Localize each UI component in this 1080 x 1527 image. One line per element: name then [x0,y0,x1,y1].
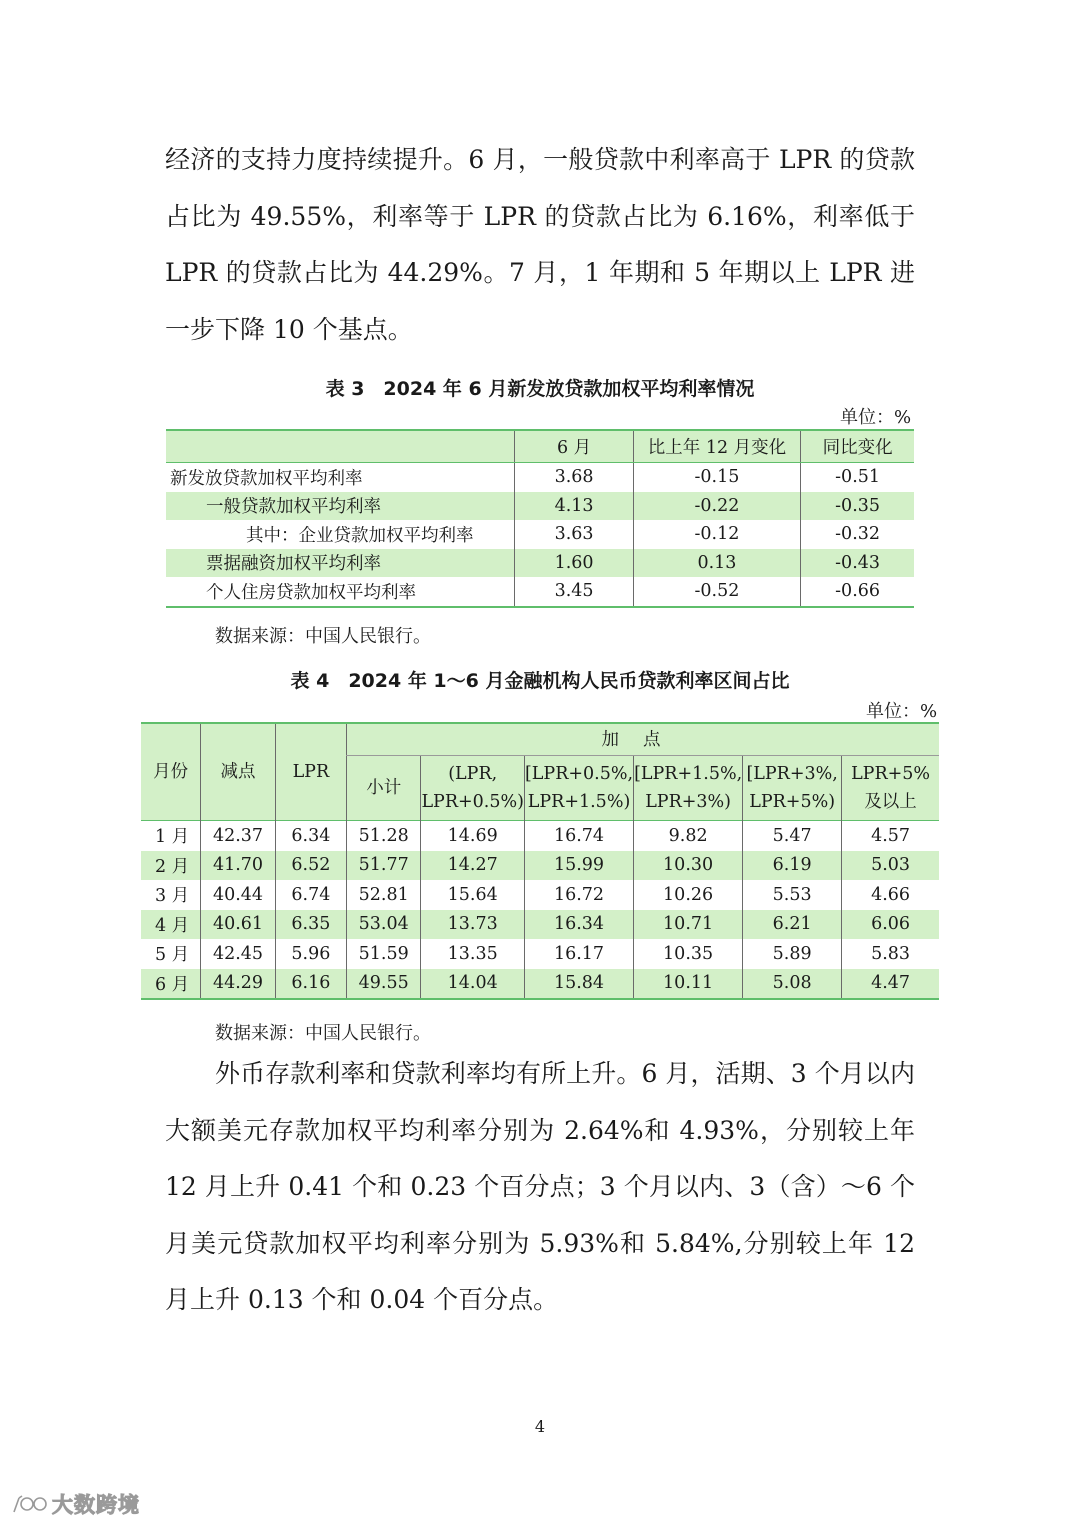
table4-header-subtotal: 小计 [346,756,420,821]
table4-cell: 6.52 [275,851,346,881]
table4-row-month: 6 月 [155,974,190,995]
table3-header-vs-dec: 比上年 12 月变化 [633,430,800,463]
table4-cell: 51.28 [346,821,420,851]
table3-header-june: 6 月 [515,430,633,463]
table4-cell: 5.53 [743,880,842,910]
table4-cell: 5.08 [743,969,842,1000]
table4-cell: 14.69 [421,821,525,851]
table4-cell: 51.77 [346,851,420,881]
table3-header-yoy: 同比变化 [801,430,914,463]
range-3-line-1: [LPR+1.5%, [634,764,743,784]
table4-cell: 10.11 [634,969,743,1000]
table4-cell: 41.70 [201,851,275,881]
table4-cell: 6.21 [743,910,842,940]
table3-row [166,549,914,578]
table3-cell: -0.52 [633,577,800,607]
table4-cell: 10.71 [634,910,743,940]
table4-cell: 4.47 [842,969,939,1000]
table4-cell: 42.45 [201,939,275,969]
body-paragraph-bottom: 外币存款利率和贷款利率均有所上升。6 月，活期、3 个月以内大额美元存款加权平均利率分别为 2.64%和 4.93%，分别较上年 12 月上升 0.41 个和 0.23 个百分点；3 个月以内、3（含）～6 个月美元贷款加权平均利率分别为 5.93%和 5.84%,分别较上年 12 月上升 0.13 个和 0.04 个百分点。 [165,1059,915,1314]
table4-cell: 4.57 [842,821,939,851]
table3-cell: -0.12 [633,520,800,549]
table3-header-row [166,430,914,463]
range-5-line-1: LPR+5% [851,764,931,784]
table3-row [166,520,914,549]
table4-row [141,910,939,940]
table4-row [141,851,939,881]
table4-cell: 51.59 [346,939,420,969]
table4-cell: 16.74 [524,821,633,851]
table3-cell: 3.45 [515,577,633,607]
body-paragraph-top: 经济的支持力度持续提升。6 月，一般贷款中利率高于 LPR 的贷款占比为 49.55%，利率等于 LPR 的贷款占比为 6.16%，利率低于 LPR 的贷款占比为 44.29%。7 月，1 年期和 5 年期以上 LPR 进一步下降 10 个基点。 [165,145,915,344]
table4-cell: 6.35 [275,910,346,940]
table4-cell: 4.66 [842,880,939,910]
table4-cell: 9.82 [634,821,743,851]
range-4-line-1: [LPR+3%, [746,764,838,784]
table4 [141,722,939,1000]
range-1-line-2: LPR+0.5%) [421,792,524,812]
table4-row-month: 4 月 [155,915,190,936]
table4-row-month: 5 月 [155,945,190,966]
table4-header-range-3 [634,756,743,821]
table4-cell: 16.34 [524,910,633,940]
table4-cell: 10.30 [634,851,743,881]
table4-header-plus-group: 加点 [346,723,939,756]
table4-header-range-4 [743,756,842,821]
table4-cell: 15.64 [421,880,525,910]
table3-cell: -0.22 [633,492,800,521]
table4-cell: 6.34 [275,821,346,851]
table3-header-blank [166,430,515,463]
range-2-line-1: [LPR+0.5%, [524,764,634,784]
table4-cell: 49.55 [346,969,420,1000]
table4-cell: 5.03 [842,851,939,881]
table4-cell: 6.06 [842,910,939,940]
table3-row [166,577,914,607]
table4-source: 数据来源：中国人民银行。 [215,1023,431,1044]
table4-caption: 表 4 2024 年 1～6 月金融机构人民币贷款利率区间占比 [290,670,790,692]
table3-row [166,492,914,521]
table3-unit: 单位：% [840,407,912,428]
table4-cell: 14.04 [421,969,525,1000]
table4-cell: 16.17 [524,939,633,969]
watermark [10,1488,150,1520]
range-4-line-2: LPR+5%) [749,792,836,812]
range-2-line-2: LPR+1.5%) [527,792,631,812]
table4-header-minus: 减点 [201,723,275,821]
table4-row-month: 2 月 [155,856,190,877]
table3-cell: 4.13 [515,492,633,521]
table3-cell: -0.32 [801,520,914,549]
table3-source: 数据来源：中国人民银行。 [215,626,431,647]
dashuju-logo-icon [10,1490,52,1518]
table4-cell: 52.81 [346,880,420,910]
table4-unit: 单位：% [866,701,938,722]
table4-header-range-5 [842,756,939,821]
table4-header-month: 月份 [153,762,189,782]
range-1-line-1: (LPR, [448,764,498,784]
table4-cell: 5.83 [842,939,939,969]
table3-row-label: 新发放贷款加权平均利率 [170,468,363,489]
table3-caption: 表 3 2024 年 6 月新发放贷款加权平均利率情况 [325,378,755,400]
table4-header-lpr: LPR [275,723,346,821]
table4-row [141,880,939,910]
table3-cell: -0.15 [633,463,800,492]
table4-header-range-1 [421,756,525,821]
table4-cell: 5.96 [275,939,346,969]
table4-cell: 15.99 [524,851,633,881]
watermark-text: 大数跨境 [52,1493,140,1517]
table3-cell: -0.43 [801,549,914,578]
table4-cell: 5.47 [743,821,842,851]
table4-cell: 40.61 [201,910,275,940]
table4-cell: 15.84 [524,969,633,1000]
table4-cell: 5.89 [743,939,842,969]
table4-cell: 10.35 [634,939,743,969]
table4-cell: 10.26 [634,880,743,910]
table4-row-month: 1 月 [155,827,190,848]
table3-row-label: 票据融资加权平均利率 [206,554,381,575]
table3-cell: 1.60 [515,549,633,578]
table4-cell: 6.16 [275,969,346,1000]
table3 [166,429,914,608]
table4-cell: 13.35 [421,939,525,969]
table4-cell: 40.44 [201,880,275,910]
table4-cell: 44.29 [201,969,275,1000]
table4-cell: 42.37 [201,821,275,851]
table3-row-label: 一般贷款加权平均利率 [206,497,381,518]
table4-row [141,969,939,1000]
table4-header-range-2 [524,756,633,821]
table4-row-month: 3 月 [155,886,190,907]
table3-cell: -0.66 [801,577,914,607]
table3-cell: 0.13 [633,549,800,578]
table4-cell: 16.72 [524,880,633,910]
table4-row [141,939,939,969]
table3-cell: 3.63 [515,520,633,549]
page-number: 4 [534,1417,546,1436]
table4-row [141,821,939,851]
table4-cell: 53.04 [346,910,420,940]
table3-row-label: 个人住房贷款加权平均利率 [206,582,416,603]
table4-cell: 6.19 [743,851,842,881]
table3-cell: -0.35 [801,492,914,521]
range-3-line-2: LPR+3%) [645,792,732,812]
table3-row [166,463,914,492]
table4-cell: 13.73 [421,910,525,940]
table4-cell: 6.74 [275,880,346,910]
table3-cell: 3.68 [515,463,633,492]
table4-header-row-1 [141,723,939,756]
table3-row-label: 其中：企业贷款加权平均利率 [246,525,474,546]
range-5-line-2: 及以上 [864,792,917,812]
table3-cell: -0.51 [801,463,914,492]
table4-cell: 14.27 [421,851,525,881]
